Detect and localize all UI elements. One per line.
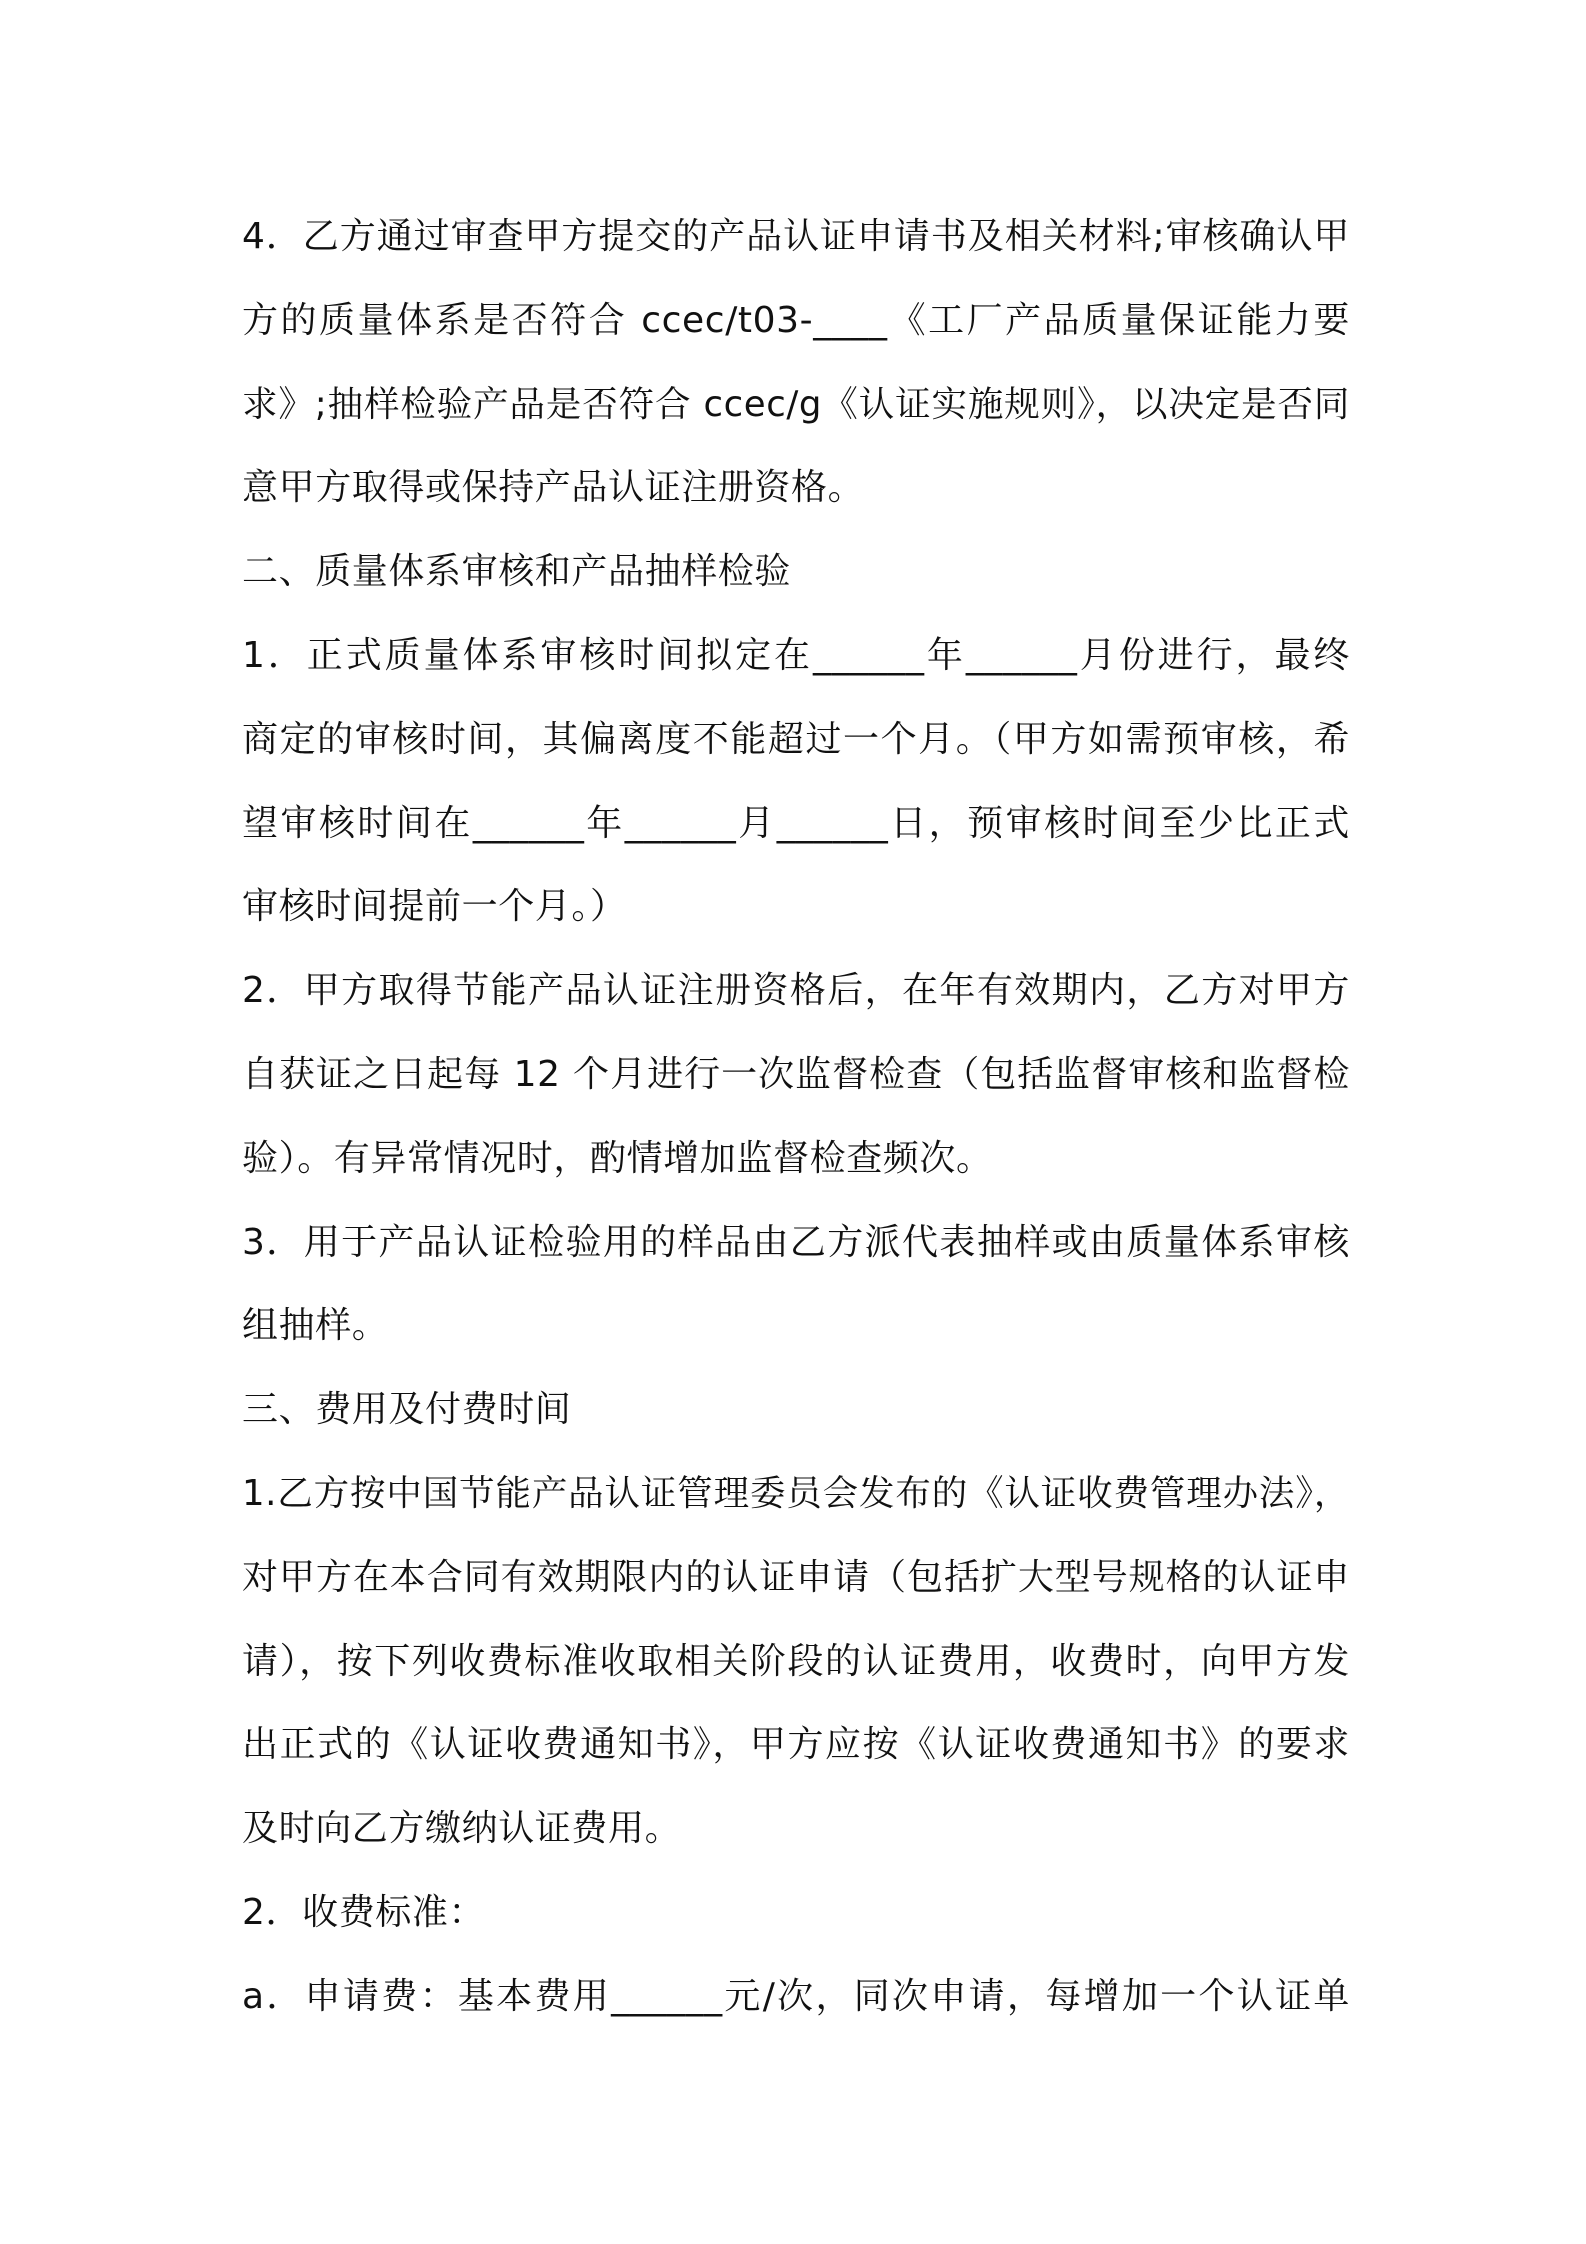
- text-line: 意甲方取得或保持产品认证注册资格。: [242, 467, 865, 509]
- text-line: 望审核时间在______年______月______日，预审核时间至少比正式: [242, 802, 1350, 844]
- text-line: 自获证之日起每 12 个月进行一次监督检查（包括监督审核和监督检: [242, 1053, 1350, 1095]
- text-line: 求》;抽样检验产品是否符合 ccec/g《认证实施规则》，以决定是否同: [242, 383, 1350, 425]
- text-line: 出正式的《认证收费通知书》，甲方应按《认证收费通知书》的要求: [242, 1724, 1350, 1766]
- text-line: 4．乙方通过审查甲方提交的产品认证申请书及相关材料;审核确认甲: [242, 216, 1350, 257]
- text-line: 1．正式质量体系审核时间拟定在______年______月份进行，最终: [242, 634, 1350, 676]
- text-line: 方的质量体系是否符合 ccec/t03-____《工厂产品质量保证能力要: [242, 299, 1350, 341]
- text-line: 及时向乙方缴纳认证费用。: [242, 1808, 682, 1850]
- text-line: 验）。有异常情况时，酌情增加监督检查频次。: [242, 1137, 993, 1179]
- text-line: a．申请费：基本费用______元/次，同次申请，每增加一个认证单: [242, 1975, 1350, 2017]
- section-heading: 二、质量体系审核和产品抽样检验: [242, 551, 792, 593]
- text-line: 2．收费标准：: [242, 1891, 486, 1933]
- text-line: 组抽样。: [242, 1305, 389, 1347]
- text-line: 3．用于产品认证检验用的样品由乙方派代表抽样或由质量体系审核: [242, 1221, 1350, 1263]
- document-body: [242, 195, 1350, 2039]
- text-line: 1.乙方按中国节能产品认证管理委员会发布的《认证收费管理办法》，: [242, 1472, 1350, 1514]
- text-line: 请），按下列收费标准收取相关阶段的认证费用，收费时，向甲方发: [242, 1640, 1350, 1682]
- section-heading: 三、费用及付费时间: [242, 1389, 572, 1431]
- text-line: 审核时间提前一个月。）: [242, 886, 627, 928]
- text-line: 2．甲方取得节能产品认证注册资格后，在年有效期内，乙方对甲方: [242, 970, 1350, 1012]
- text-line: 对甲方在本合同有效期限内的认证申请（包括扩大型号规格的认证申: [242, 1556, 1350, 1598]
- text-line: 商定的审核时间，其偏离度不能超过一个月。（甲方如需预审核，希: [242, 718, 1350, 760]
